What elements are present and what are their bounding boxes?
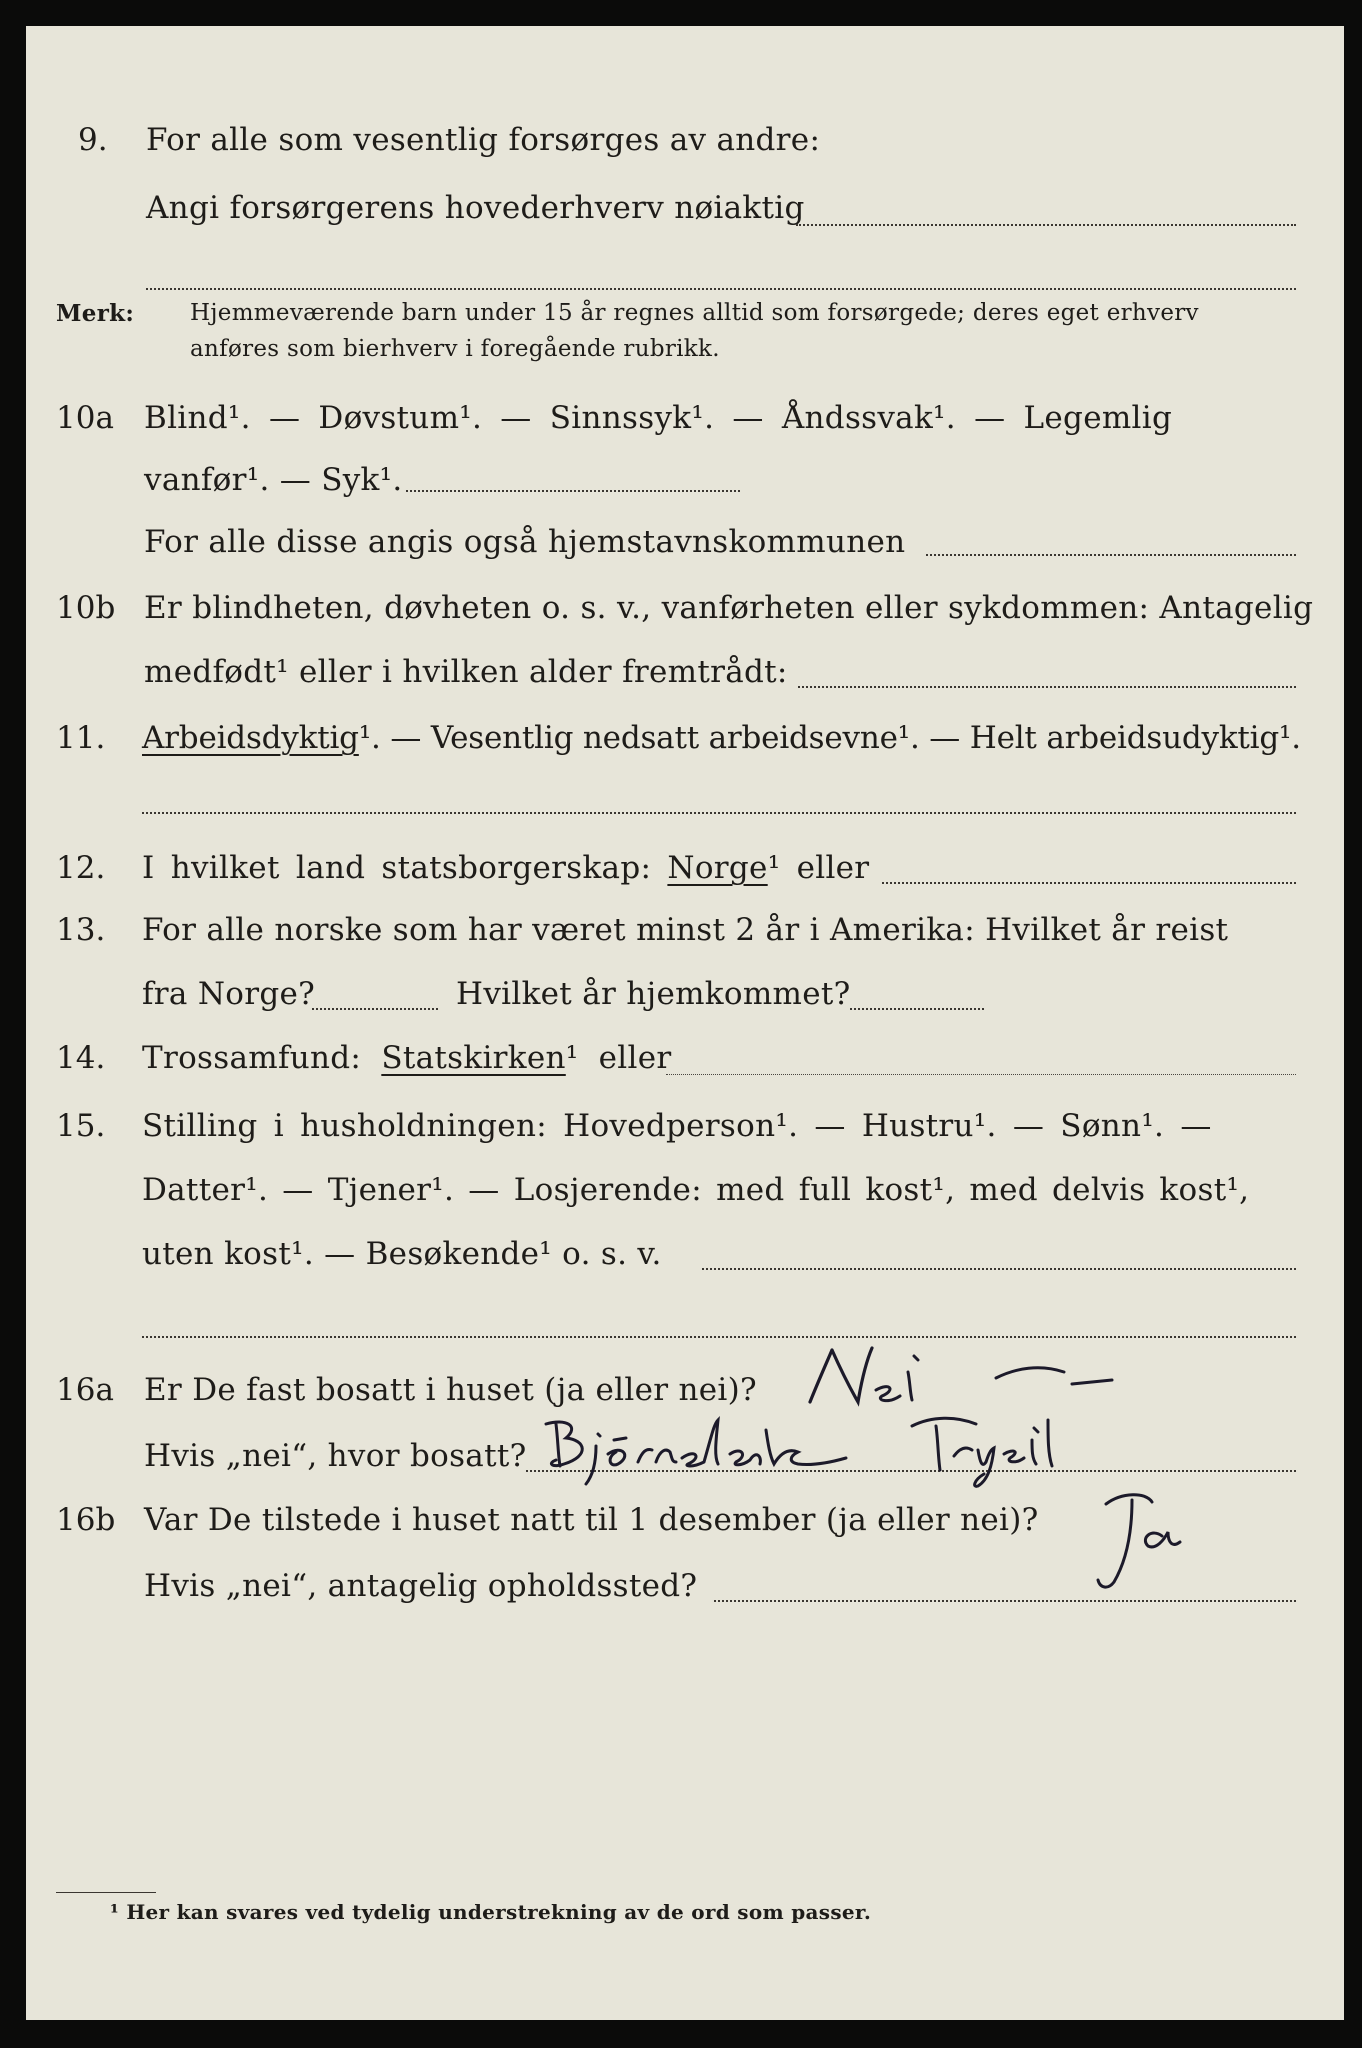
question-text: Angi forsørgerens hovederhverv nøiaktig — [146, 190, 805, 226]
question-text: Datter¹. — Tjener¹. — Losjerende: med full kost¹, med delvis kost¹, — [142, 1172, 1250, 1208]
note-text: anføres som bierhverv i foregående rubrikk. — [190, 336, 720, 362]
underlined-answer: Statskirken — [381, 1040, 566, 1076]
handwritten-answer-ja — [1076, 1488, 1216, 1608]
question-text: Stilling i husholdningen: Hovedperson¹. — Hustru¹. — Sønn¹. — — [142, 1108, 1212, 1144]
question-text: Blind¹. — Døvstum¹. — Sinnssyk¹. — Åndssvak¹. — Legemlig — [144, 400, 1173, 436]
answer-line — [142, 812, 1296, 814]
answer-line — [926, 554, 1296, 556]
underlined-answer: Norge — [667, 850, 768, 886]
note-label: Merk: — [56, 300, 135, 327]
question-text: Er blindheten, døvheten o. s. v., vanførheten eller sykdommen: Antagelig — [144, 590, 1314, 626]
census-form-page — [26, 26, 1344, 2020]
answer-line — [146, 288, 1296, 290]
answer-line — [798, 686, 1296, 688]
footnote-rule — [56, 1892, 156, 1893]
question-text: fra Norge? — [142, 976, 316, 1012]
question-number: 16b — [56, 1502, 116, 1538]
answer-line — [666, 1074, 1296, 1075]
answer-line — [850, 1008, 984, 1010]
answer-line — [702, 1268, 1296, 1270]
question-number: 16a — [56, 1372, 114, 1408]
question-text: medfødt¹ eller i hvilken alder fremtrådt: — [144, 654, 788, 690]
question-number: 15. — [56, 1108, 106, 1144]
question-number: 9. — [78, 122, 108, 158]
handwritten-text: Bjørnelsæt Trysil — [546, 1430, 895, 1476]
answer-line — [142, 1336, 1296, 1338]
question-number: 11. — [56, 720, 106, 756]
question-text: Hvis „nei“, hvor bosatt? — [144, 1438, 527, 1474]
question-text: Er De fast bosatt i huset (ja eller nei)? — [144, 1372, 757, 1408]
note-text: Hjemmeværende barn under 15 år regnes alltid som forsørgede; deres eget erhverv — [190, 300, 1199, 326]
question-number: 10a — [56, 400, 114, 436]
question-text: uten kost¹. — Besøkende¹ o. s. v. — [142, 1236, 662, 1272]
handwritten-text: Ja — [1106, 1505, 1152, 1559]
question-text: For alle som vesentlig forsørges av andre: — [146, 122, 821, 158]
question-text: Hvilket år hjemkommet? — [456, 976, 851, 1012]
question-number: 10b — [56, 590, 116, 626]
footnote-text: ¹ Her kan svares ved tydelig understrekning av de ord som passer. — [110, 1900, 872, 1924]
question-text: Arbeidsdyktig¹. — Vesentlig nedsatt arbeidsevne¹. — Helt arbeidsudyktig¹. — [142, 720, 1301, 756]
question-text: vanfør¹. — Syk¹. — [144, 462, 403, 498]
question-text: Hvis „nei“, antagelig opholdssted? — [144, 1568, 698, 1604]
handwritten-answer-residence — [536, 1410, 1216, 1490]
question-text: I hvilket land statsborgerskap: Norge¹ eller — [142, 850, 870, 886]
handwritten-text: Nei — [816, 1355, 899, 1409]
question-number: 14. — [56, 1040, 106, 1076]
underlined-answer: Arbeidsdyktig — [142, 720, 359, 756]
question-text: For alle norske som har været minst 2 år i Amerika: Hvilket år reist — [142, 912, 1229, 948]
question-text: Trossamfund: Statskirken¹ eller — [142, 1040, 672, 1076]
question-text: Var De tilstede i huset natt til 1 desember (ja eller nei)? — [144, 1502, 1039, 1538]
answer-line — [882, 882, 1296, 884]
answer-line — [406, 490, 740, 492]
answer-line — [312, 1008, 438, 1010]
answer-line — [796, 224, 1296, 226]
question-text: For alle disse angis også hjemstavnskommunen — [144, 524, 906, 560]
question-number: 13. — [56, 912, 106, 948]
question-number: 12. — [56, 850, 106, 886]
